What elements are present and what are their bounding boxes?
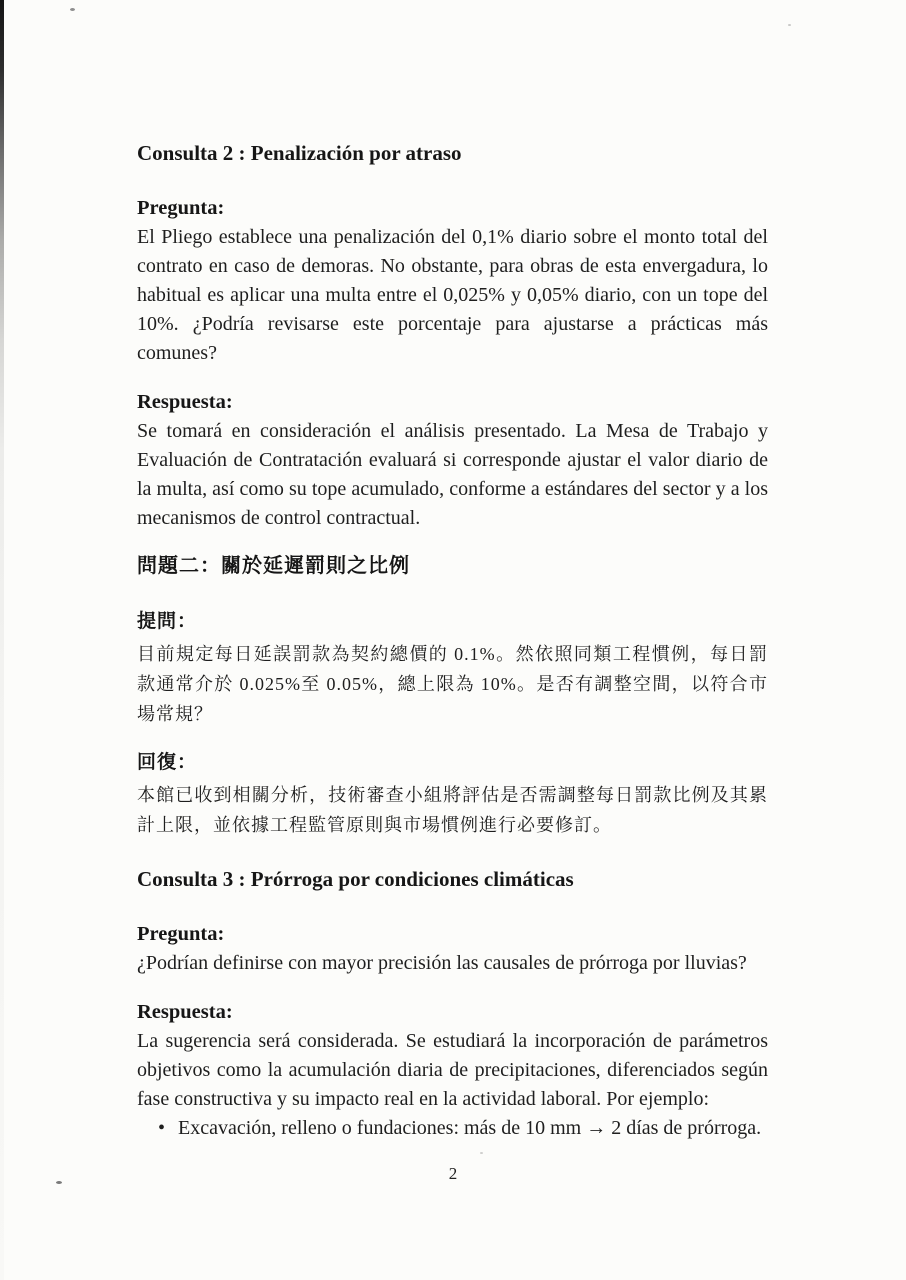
bullet-item: • Excavación, relleno o fundaciones: más de 10 mm → 2 días de prórroga. xyxy=(137,1114,768,1143)
consulta3-respuesta-text: La sugerencia será considerada. Se estudiará la incorporación de parámetros objetivos como la acumulación diaria de precipitaciones, diferenciados según fase constructiva y su impacto real en la actividad laboral. Por ejemplo: xyxy=(137,1030,768,1110)
zh-question-text: 目前規定每日延誤罰款為契約總價的 0.1%。然依照同類工程慣例，每日罰款通常介於 0.025%至 0.05%，總上限為 10%。是否有調整空間，以符合市場常規？ xyxy=(137,644,768,724)
consulta3-pregunta-text: ¿Podrían definirse con mayor precisión las causales de prórroga por lluvias? xyxy=(137,952,747,974)
consulta3-pregunta-label: Pregunta: xyxy=(137,923,225,945)
bullet-list xyxy=(137,1114,768,1143)
scan-speck xyxy=(788,24,791,26)
scan-edge-artifact xyxy=(0,0,4,1280)
consulta2-pregunta-text: El Pliego establece una penalización del 0,1% diario sobre el monto total del contrato en caso de demoras. No obstante, para obras de esta envergadura, lo habitual es aplicar una multa entre el 0,025% y 0,05% diario, con un tope del 10%. ¿Podría revisarse este porcentaje para ajustarse a prácticas más comunes? xyxy=(137,226,768,364)
zh-answer-label: 回復： xyxy=(137,752,198,773)
consulta2-pregunta-label: Pregunta: xyxy=(137,197,225,219)
zh-question-label: 提問： xyxy=(137,611,198,632)
scan-speck xyxy=(480,1152,483,1154)
zh-question2-title: 問題二：關於延遲罰則之比例 xyxy=(137,555,410,577)
consulta3-title: Consulta 3 : Prórroga por condiciones climáticas xyxy=(137,867,574,891)
consulta2-respuesta-text: Se tomará en consideración el análisis presentado. La Mesa de Trabajo y Evaluación de Contratación evaluará si corresponde ajustar el valor diario de la multa, así como su tope acumulado, conforme a estándares del sector y a los mecanismos de control contractual. xyxy=(137,420,768,529)
page-content xyxy=(137,141,768,1143)
scan-speck xyxy=(70,8,75,11)
consulta2-title: Consulta 2 : Penalización por atraso xyxy=(137,141,462,165)
zh-answer-text: 本館已收到相關分析，技術審查小組將評估是否需調整每日罰款比例及其累計上限，並依據工程監管原則與市場慣例進行必要修訂。 xyxy=(137,785,768,835)
consulta3-respuesta-label: Respuesta: xyxy=(137,1001,233,1023)
page-number: 2 xyxy=(448,1164,458,1183)
consulta2-respuesta-label: Respuesta: xyxy=(137,391,233,413)
